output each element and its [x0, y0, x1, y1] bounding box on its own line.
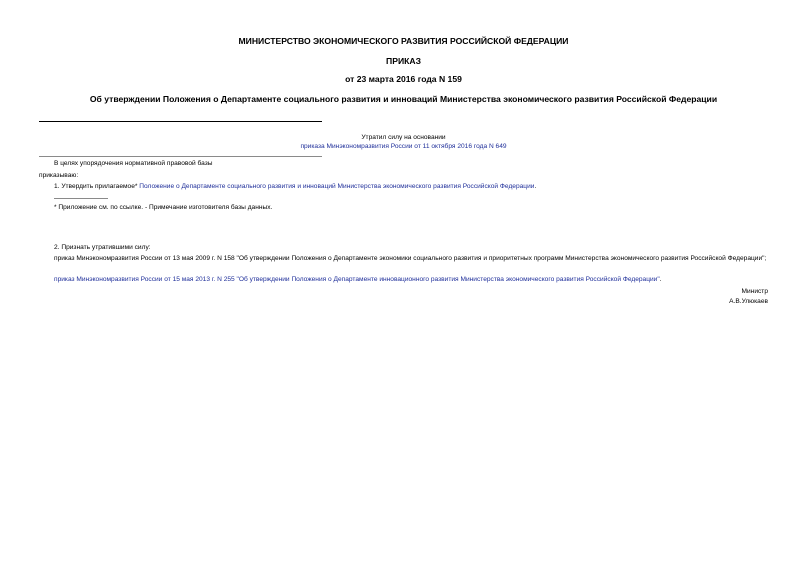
doc-type-heading: ПРИКАЗ	[386, 56, 421, 66]
date-number-heading: от 23 марта 2016 года N 159	[345, 74, 462, 84]
order-word: приказываю:	[39, 172, 79, 179]
ministry-heading: МИНИСТЕРСТВО ЭКОНОМИЧЕСКОГО РАЗВИТИЯ РОССИЙСКОЙ ФЕДЕРАЦИИ	[238, 36, 569, 46]
signatory-name: А.В.Улюкаев	[729, 298, 768, 305]
lost-force-note: Утратил силу на основании	[361, 134, 446, 141]
repealed-order-1: приказ Минэкономразвития России от 13 мая 2009 г. N 158 "Об утверждении Положения о Департаменте экономики социального развития и приоритетных программ Министерства экономического развития Российской Федерации";	[54, 255, 767, 262]
item1-paragraph	[54, 182, 536, 191]
item1-suffix: .	[534, 183, 537, 190]
item2-order2-paragraph	[54, 275, 662, 284]
footnote-text: * Приложение см. по ссылке. - Примечание изготовителя базы данных.	[54, 204, 273, 211]
item2-heading: 2. Признать утратившими силу:	[54, 244, 151, 251]
preamble-text: В целях упорядочения нормативной правовой базы	[54, 160, 213, 167]
repealed-order-2-link[interactable]: приказ Минэкономразвития России от 15 мая 2013 г. N 255 "Об утверждении Положения о Департаменте инновационного развития Министерства экономического развития Российской Федерации"	[54, 276, 660, 283]
footnote-divider	[54, 198, 108, 199]
signatory-position: Министр	[741, 288, 768, 295]
header-divider	[39, 121, 322, 122]
regulation-link[interactable]: Положение о Департаменте социального развития и инноваций Министерства экономического развития Российской Федерации	[139, 183, 535, 190]
basis-order-link[interactable]: приказа Минэкономразвития России от 11 октября 2016 года N 649	[300, 143, 507, 150]
item2-order2-suffix: .	[659, 276, 662, 283]
document-title: Об утверждении Положения о Департаменте социального развития и инноваций Министерства экономического развития Российской Федерации	[89, 94, 718, 104]
item1-prefix: 1. Утвердить прилагаемое*	[54, 183, 140, 190]
status-divider	[39, 156, 322, 157]
